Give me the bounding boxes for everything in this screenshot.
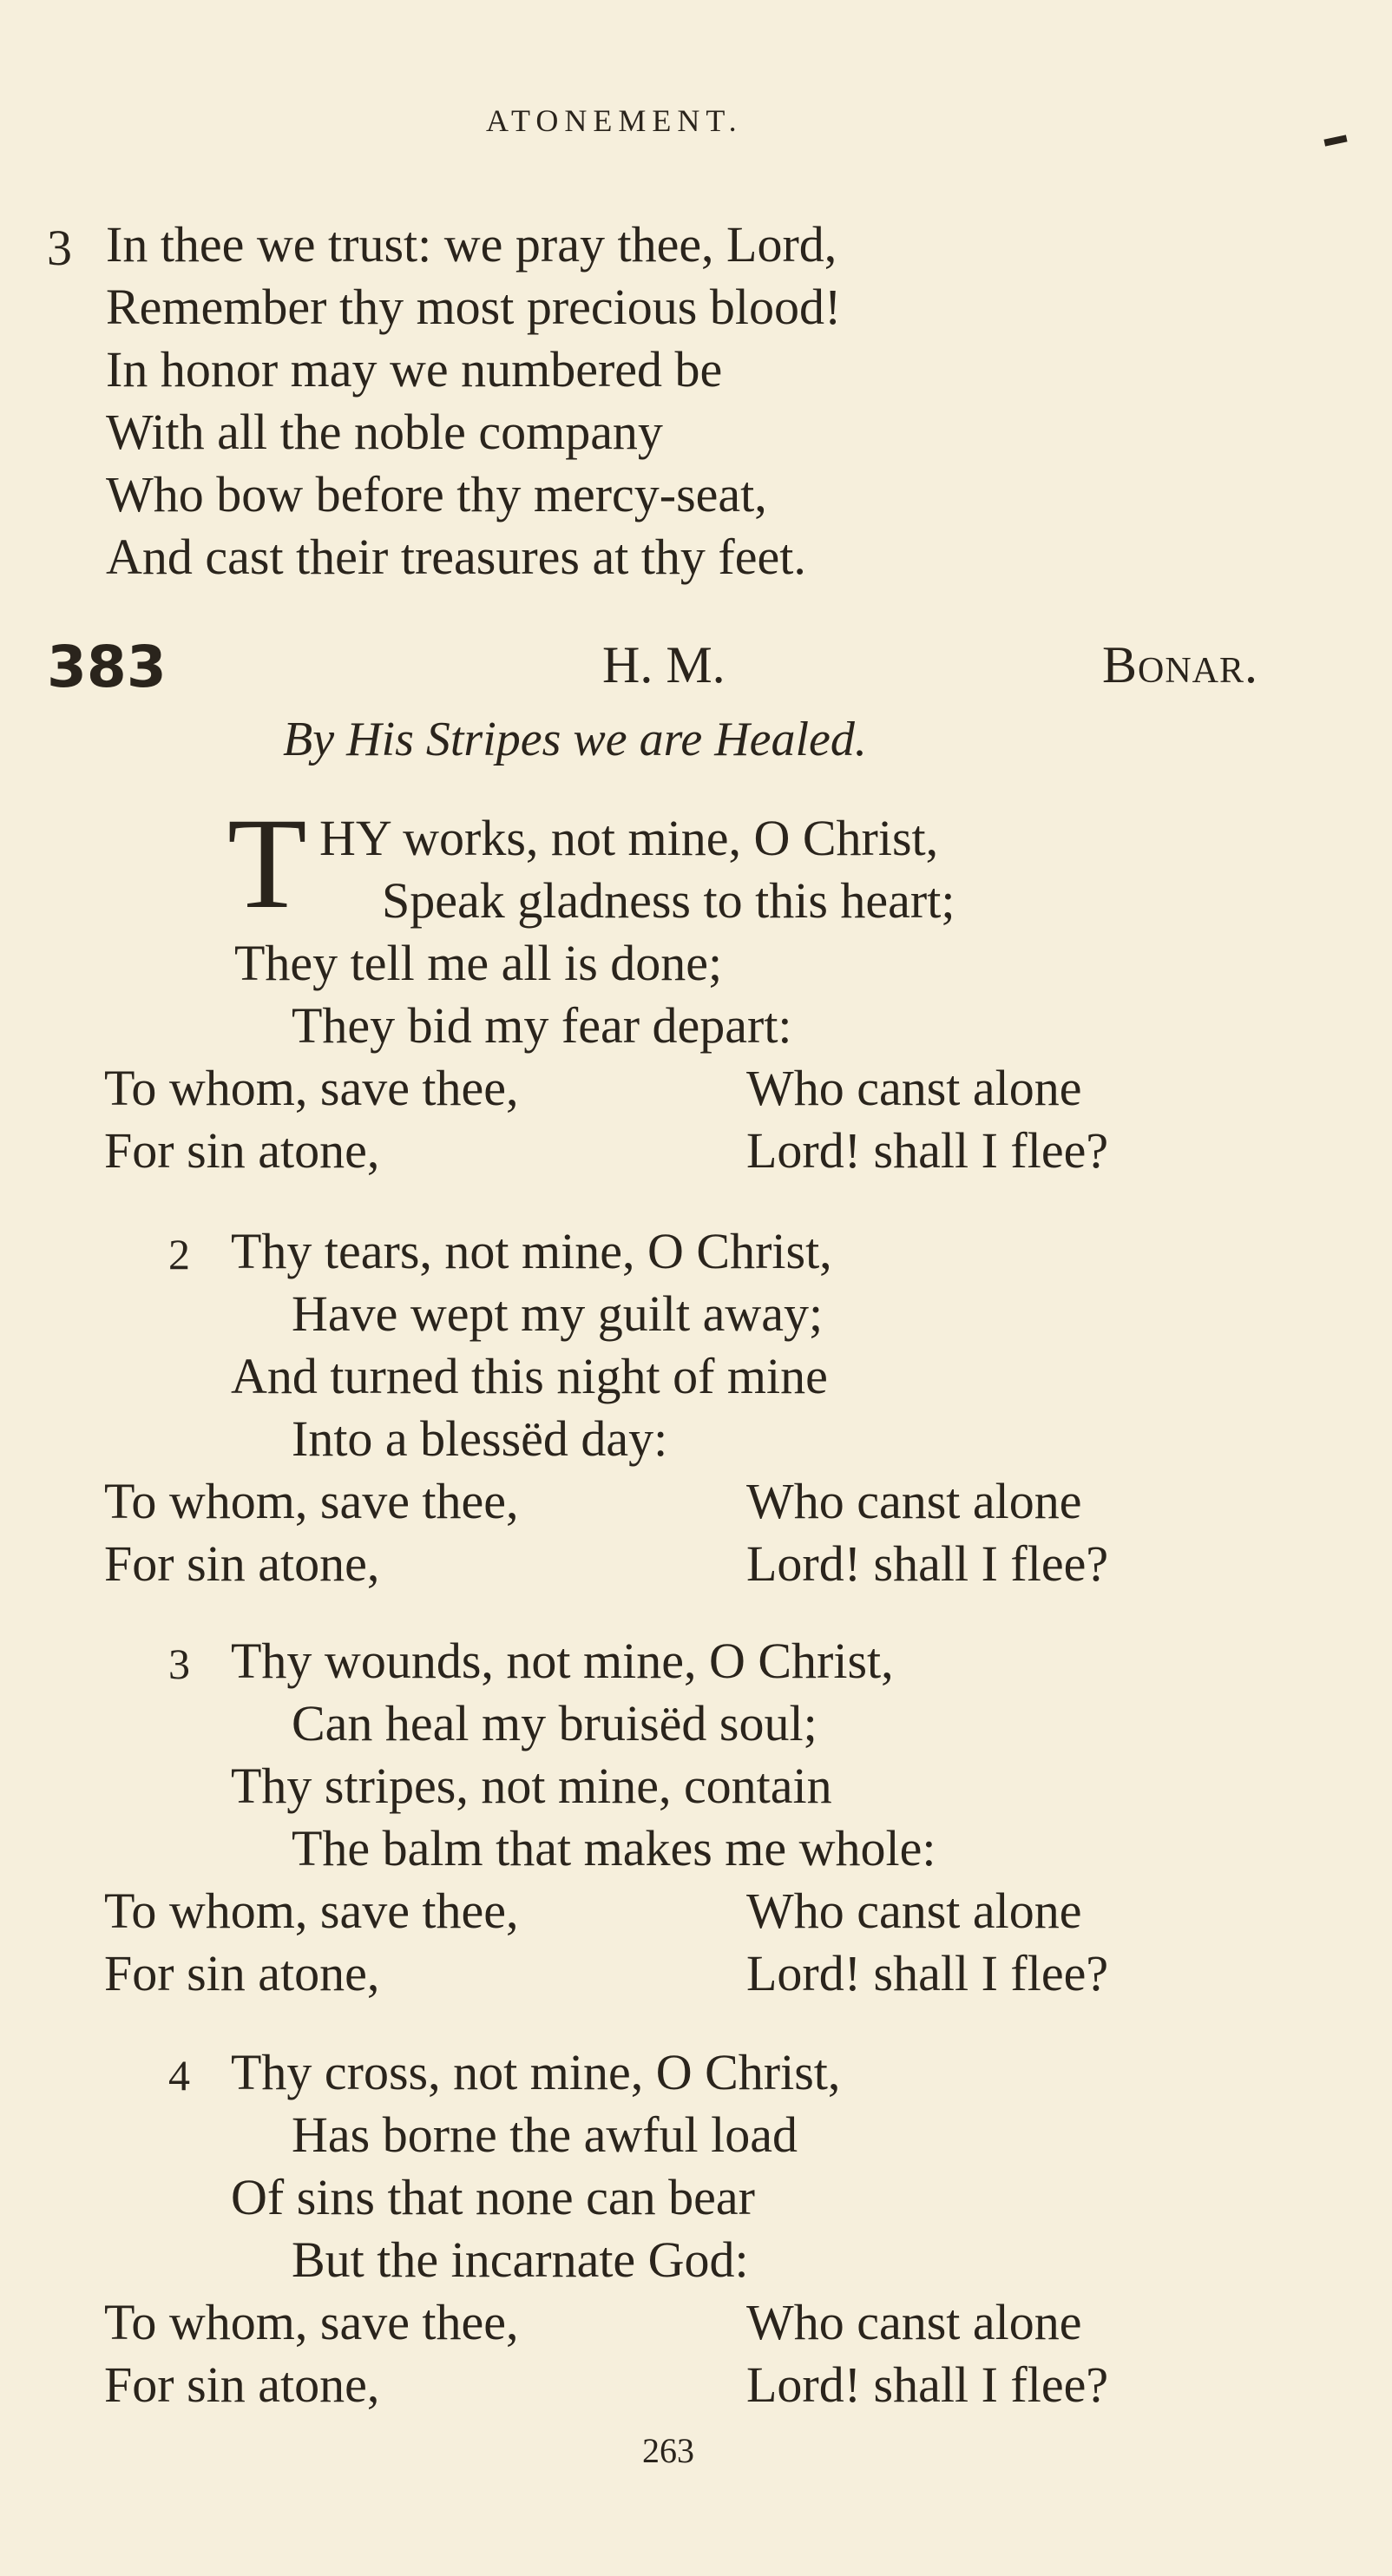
ink-mark bbox=[1323, 135, 1347, 146]
verse-line: Thy stripes, not mine, contain bbox=[231, 1758, 832, 1814]
refrain-line: Lord! shall I flee? bbox=[746, 2356, 1109, 2413]
hymn-number: 383 bbox=[47, 634, 167, 700]
verse-line: Have wept my guilt away; bbox=[292, 1285, 824, 1342]
page-number: 263 bbox=[642, 2431, 694, 2470]
verse-line: They bid my fear depart: bbox=[292, 997, 792, 1054]
refrain-line: To whom, save thee, bbox=[104, 1060, 519, 1116]
prev-verse-line: And cast their treasures at thy feet. bbox=[106, 529, 806, 585]
verse-line: Has borne the awful load bbox=[292, 2106, 798, 2163]
verse-line: Of sins that none can bear bbox=[231, 2169, 755, 2225]
prev-verse-line: Remember thy most precious blood! bbox=[106, 279, 842, 335]
verse-line: Into a blessëd day: bbox=[292, 1410, 668, 1467]
prev-verse-number: 3 bbox=[47, 220, 72, 276]
verse-line: Thy cross, not mine, O Christ, bbox=[231, 2044, 841, 2100]
refrain-line: Who canst alone bbox=[746, 1883, 1082, 1939]
refrain-line: Who canst alone bbox=[746, 1060, 1082, 1116]
refrain-line: For sin atone, bbox=[104, 2356, 380, 2413]
verse-line: Thy wounds, not mine, O Christ, bbox=[231, 1633, 894, 1689]
hymn-meter: H. M. bbox=[602, 636, 726, 693]
refrain-line: Lord! shall I flee? bbox=[746, 1122, 1109, 1179]
refrain-line: To whom, save thee, bbox=[104, 1883, 519, 1939]
verse-line: Speak gladness to this heart; bbox=[382, 872, 955, 929]
verse-line: They tell me all is done; bbox=[234, 935, 723, 991]
verse-line: And turned this night of mine bbox=[231, 1348, 828, 1404]
refrain-line: For sin atone, bbox=[104, 1945, 380, 2001]
refrain-line: To whom, save thee, bbox=[104, 1473, 519, 1529]
refrain-line: For sin atone, bbox=[104, 1535, 380, 1592]
verse-number: 3 bbox=[168, 1640, 190, 1688]
refrain-line: For sin atone, bbox=[104, 1122, 380, 1179]
verse-number: 4 bbox=[168, 2051, 190, 2100]
verse-line: Thy tears, not mine, O Christ, bbox=[231, 1223, 832, 1279]
refrain-line: Lord! shall I flee? bbox=[746, 1945, 1109, 2001]
hymn-title: By His Stripes we are Healed. bbox=[283, 713, 867, 766]
refrain-line: Who canst alone bbox=[746, 2294, 1082, 2350]
prev-verse-line: Who bow before thy mercy-seat, bbox=[106, 466, 767, 522]
verse-number: 2 bbox=[168, 1230, 190, 1278]
refrain-line: To whom, save thee, bbox=[104, 2294, 519, 2350]
refrain-line: Who canst alone bbox=[746, 1473, 1082, 1529]
verse-line: HY works, not mine, O Christ, bbox=[319, 810, 939, 866]
verse-line: The balm that makes me whole: bbox=[292, 1820, 936, 1876]
drop-cap: T bbox=[227, 792, 307, 936]
prev-verse-line: In honor may we numbered be bbox=[106, 341, 723, 398]
running-header: ATONEMENT. bbox=[486, 103, 743, 138]
prev-verse-line: With all the noble company bbox=[106, 404, 663, 460]
prev-verse-line: In thee we trust: we pray thee, Lord, bbox=[106, 216, 837, 273]
refrain-line: Lord! shall I flee? bbox=[746, 1535, 1109, 1592]
hymn-author: Bonar. bbox=[1102, 636, 1259, 693]
verse-line: Can heal my bruisëd soul; bbox=[292, 1695, 817, 1751]
verse-line: But the incarnate God: bbox=[292, 2231, 749, 2288]
